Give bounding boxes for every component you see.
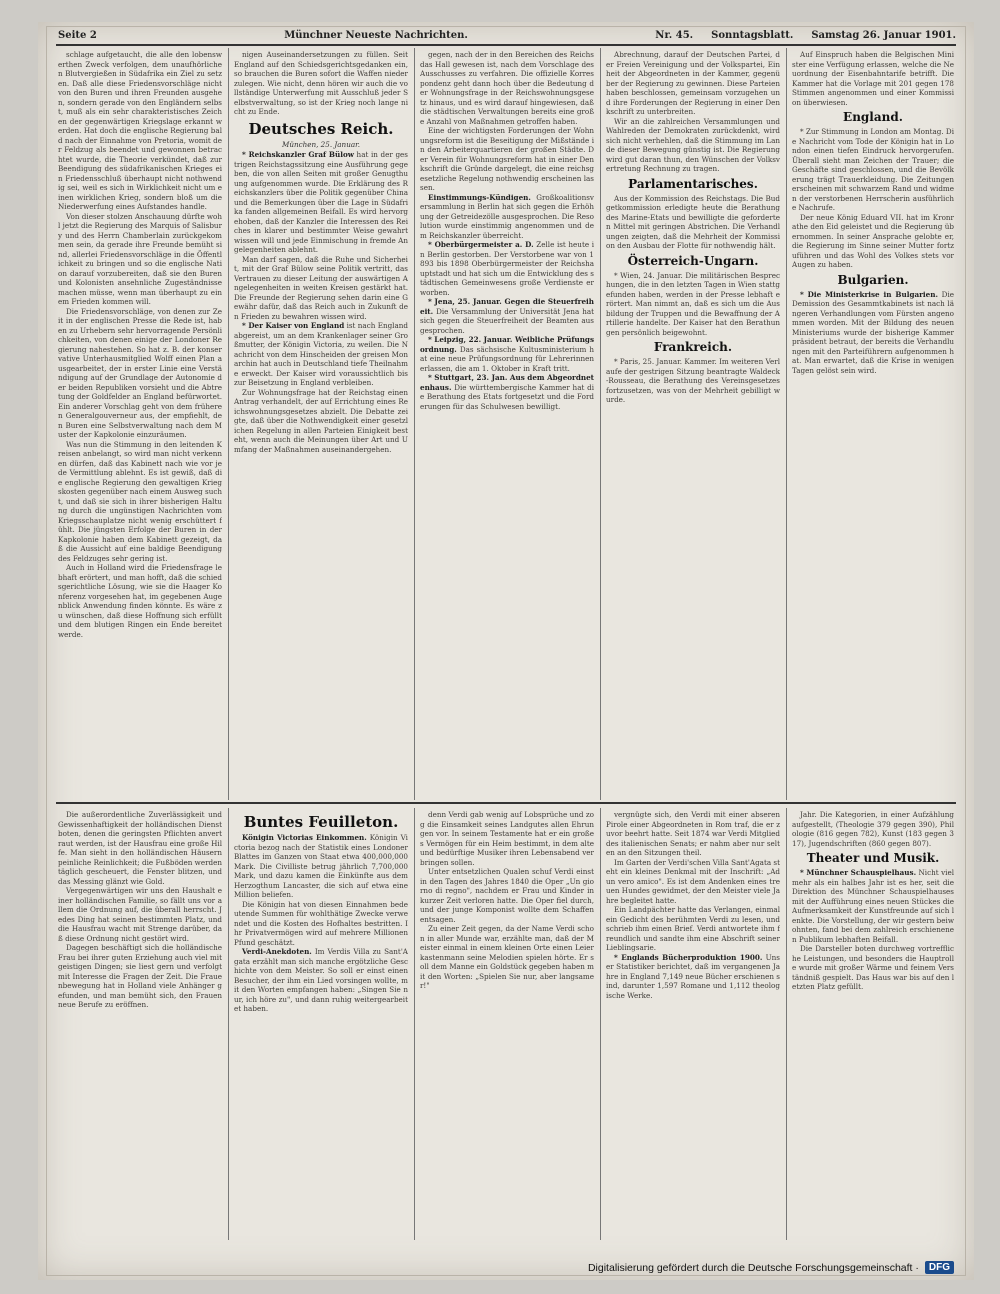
body-text: Im Garten der Verdi'schen Villa Sant'Agata steht ein kleines Denkmal mit der Inschrift: „Ad un vero amico". Es ist dem Andenken eines treuen Hundes gewidmet, der den Meister viele Jahre begleitet hatte. — [606, 857, 780, 905]
body-text: Von dieser stolzen Anschauung dürfte wohl jetzt die Regierung des Marquis of Salisbury und des Herrn Chamberlain zurückgekommen sein, da gerade ihre Freunde bemüht sind, allerlei Friedensvorschläge in die Öffentlichkeit zu bringen und so die englische Nation darauf vorzubereiten, daß sie den Buren und Kolonisten ansehnliche Zugeständnisse machen müsse, wenn man überhaupt zu einem Frieden kommen will. — [58, 211, 222, 306]
body-text: Abrechnung, darauf der Deutschen Partei, der Freien Vereinigung und der Volkspartei, Einheit der Abgeordneten in der Kammer, gegenüber der Regierung zu gewinnen. Diese Parteien haben beschlossen, gemeinsam vorzugehen und ihre Forderungen der Regierung in einer Denkschrift zu unterbreiten. — [606, 50, 780, 116]
body-text: * Oberbürgermeister a. D. Zelle ist heute in Berlin gestorben. Der Verstorbene war von 1893 bis 1898 Oberbürgermeister der Reichshauptstadt und hat sich um die Entwicklung des städtischen Gemeinwesens große Verdienste erworben. — [420, 240, 594, 297]
body-text: * Münchner Schauspielhaus. Nicht viel mehr als ein halbes Jahr ist es her, seit die Direktion des Münchner Schauspielhauses mit der Aufführung eines neuen Stückes die Aufmerksamkeit der Kunstfreunde auf sich lenkte. Die Vorstellung, der wir gestern beiwohnten, fand bei dem zahlreich erschienenen Publikum lebhaften Beifall. — [792, 868, 954, 944]
body-text: Auf Einspruch haben die Belgischen Minister eine Verfügung erlassen, welche die Neuordnung der Eisenbahntarife betrifft. Die Kammer hat die Vorlage mit 201 gegen 178 Stimmen angenommen und einer Kommission überwiesen. — [792, 50, 954, 107]
body-text: * Leipzig, 22. Januar. Weibliche Prüfungsordnung. Das sächsische Kultusministerium hat eine neue Prüfungsordnung für Lehrerinnen erlassen, die am 1. Oktober in Kraft tritt. — [420, 335, 594, 373]
body-text: Die Darsteller boten durchweg vortreffliche Leistungen, und besonders die Hauptrolle wurde mit großer Wärme und feinem Verständniß gespielt. Das Haus war bis auf den letzten Platz gefüllt. — [792, 944, 954, 991]
article-lead: * Jena, 25. Januar. Gegen die Steuerfreiheit. — [420, 297, 594, 316]
column-rule — [600, 808, 601, 1240]
body-text: Königin Victorias Einkommen. Königin Victoria bezog nach der Statistik eines Londoner Blattes im Ganzen von Staat etwa 400,000,000 Mark. Die Civilliste betrug jährlich 7,700,000 Mark, und dazu kamen die Einkünfte aus dem Herzogthum Lancaster, die sich auf etwa eine Million beliefen. — [234, 833, 408, 899]
column-4-lower — [606, 810, 780, 1238]
body-text: Zu einer Zeit gegen, da der Name Verdi schon in aller Munde war, erzählte man, daß der Meister einmal in einem kleinen Orte einen Leierkastenmann seine Melodien spielen hörte. Er soll dem Manne ein Goldstück gegeben haben mit den Worten: „Spielen Sie nur, aber langsamer!" — [420, 924, 594, 990]
body-text: denn Verdi gab wenig auf Lobsprüche und zog die Einsamkeit seines Landgutes allen Ehrungen vor. In seinem Testamente hat er ein großes Vermögen für ein Heim bestimmt, in dem alte und bedürftige Musiker ihren Lebensabend verbringen sollen. — [420, 810, 594, 867]
article-lead: * Reichskanzler Graf Bülow — [242, 150, 354, 159]
issue-info — [655, 30, 956, 41]
article-lead: * Die Ministerkrise in Bulgarien. — [800, 289, 938, 299]
section-heading: Deutsches Reich. — [248, 119, 394, 138]
section-heading: Österreich-Ungarn. — [627, 253, 759, 268]
page-number: Seite 2 — [58, 29, 97, 41]
column-rule — [786, 808, 787, 1240]
column-1 — [58, 50, 222, 796]
body-text: Zur Wohnungsfrage hat der Reichstag einen Antrag verhandelt, der auf Errichtung eines Reichswohnungsgesetzes abzielt. Die Debatte zeigte, daß über die Nothwendigkeit einer gesetzlichen Regelung in allen Parteien Einigkeit besteht, wenn auch die Meinungen über Art und Umfang der Maßnahmen auseinandergehen. — [234, 387, 408, 454]
column-rule — [414, 48, 415, 800]
issue-edition: Sonntagsblatt. — [711, 29, 794, 41]
column-3-lower — [420, 810, 594, 1238]
issue-number: Nr. 45. — [655, 29, 694, 41]
article-lead: * Münchner Schauspielhaus. — [800, 868, 917, 877]
article-lead: * Oberbürgermeister a. D. — [428, 240, 534, 249]
column-rule — [414, 808, 415, 1240]
article-lead: * Der Kaiser von England — [242, 321, 345, 330]
page-header — [58, 28, 956, 42]
column-rule — [228, 48, 229, 800]
column-rule — [786, 48, 787, 800]
article-lead: * Stuttgart, 23. Jan. Aus dem Abgeordnetenhaus. — [420, 373, 594, 392]
dfg-logo: DFG — [925, 1261, 954, 1274]
body-text: Jahr. Die Kategorien, in einer Aufzählung aufgestellt, (Theologie 379 gegen 390), Philologie (816 gegen 782), Kunst (183 gegen 317), Jugendschriften (860 gegen 807). — [792, 810, 954, 848]
issue-date: Samstag 26. Januar 1901. — [811, 29, 956, 41]
section-heading: Theater und Musik. — [806, 851, 940, 865]
body-text: nigen Auseinandersetzungen zu füllen. Seit England auf den Schiedsgerichtsgedanken ein, so brauchen die Buren sofort die Waffen niederzulegen. Wie nicht, denn hören wir auch die vollständige Unterwerfung mit Ausschluß jeder Selbstverwaltung, so ist der Krieg noch lange nicht zu Ende. — [234, 50, 408, 116]
body-text: gegen, nach der in den Bereichen des Reichs das Hall gewesen ist, nach dem Vorschlage des Ausschusses zu verfahren. Die offizielle Korrespondenz geht dann hoch über die Bedeutung der Wohnungsfrage in der Reichswohnungsgesetz hinaus, und es wird darauf hingewiesen, daß die städtischen Verwaltungen bereits eine große Anzahl von Maßnahmen getroffen haben. — [420, 50, 594, 126]
column-rule — [600, 48, 601, 800]
body-text: Dagegen beschäftigt sich die holländische Frau bei ihrer guten Erziehung auch viel mit geistigen Dingen; sie liest gern und verfolgt mit Interesse die Fragen der Zeit. Die Frauenbewegung hat in Holland viele Anhänger gefunden, und man bemüht sich, den Frauen neue Berufe zu eröffnen. — [58, 943, 222, 1009]
digitization-credit — [588, 1261, 954, 1274]
column-4 — [606, 50, 780, 796]
body-text: Aus der Kommission des Reichstags. Die Budgetkommission erledigte heute die Berathung des Marine-Etats und bewilligte die geforderten Mittel mit geringen Abstrichen. Die Verhandlungen zeigten, daß die Mehrheit der Kommission den Ausbau der Flotte für nothwendig hält. — [606, 193, 780, 250]
body-text: Einstimmungs-Kündigen. Großkoalitionsversammlung in Berlin hat sich gegen die Erhöhung der Getreidezölle ausgesprochen. Die Resolution wurde einstimmig angenommen und dem Reichskanzler überreicht. — [420, 192, 594, 240]
body-text: Ein Landpächter hatte das Verlangen, einmal ein Gedicht des berühmten Verdi zu lesen, und schrieb ihm einen Brief. Verdi antwortete ihm freundlich und sandte ihm eine Abschrift seiner Lieblingsarie. — [606, 905, 780, 952]
body-text: * Die Ministerkrise in Bulgarien. Die Demission des Gesammtkabinets ist nach längeren Verhandlungen vom Fürsten angenommen worden. Mit der Bildung des neuen Ministeriums wurde der bisherige Kammerpräsident betraut, der bereits die Verhandlungen mit den Parteiführern aufgenommen hat. Man erwartet, daß die Krise in wenigen Tagen gelöst sein wird. — [792, 289, 954, 375]
body-text: * Wien, 24. Januar. Die militärischen Besprechungen, die in den letzten Tagen in Wien stattgefunden haben, werden in der Presse lebhaft erörtert. Man nimmt an, daß es sich um die Ausbildung der Truppen und die Bewaffnung der Artillerie handelte. Der Kaiser hat den Berathungen persönlich beigewohnt. — [606, 270, 780, 337]
body-text: Man darf sagen, daß die Ruhe und Sicherheit, mit der Graf Bülow seine Politik vertritt, das Vertrauen zu dieser Leitung der auswärtigen Angelegenheiten in weiten Kreisen gestärkt hat. Die Freunde der Regierung sehen darin eine Gewähr dafür, daß das Reich auch in Zukunft den Frieden zu bewahren wissen wird. — [234, 254, 408, 321]
body-text: * Reichskanzler Graf Bülow hat in der gestrigen Reichstagssitzung eine Ausführung gegeben, die von allen Seiten mit großer Genugthuung aufgenommen wurde. Die Erklärung des Reichskanzlers über die Politik gegenüber China und die Bemerkungen über die Lage in Südafrika fanden allgemeinen Beifall. Es wird hervorgehoben, daß der Kanzler die Interessen des Reiches in klarer und bestimmter Weise gewahrt wissen will und jede Einmischung in fremde Angelegenheiten ablehnt. — [234, 150, 408, 254]
body-text: Eine der wichtigsten Forderungen der Wohnungsreform ist die Beseitigung der Mißstände in den Arbeiterquartieren der großen Städte. Der Verein für Wohnungsreform hat in einer Denkschrift die Gründe dargelegt, die eine reichsgesetzliche Regelung nothwendig erscheinen lassen. — [420, 126, 594, 192]
header-rule — [56, 44, 956, 46]
body-text: Der neue König Eduard VII. hat im Kronrathe den Eid geleistet und die Regierung übernommen. In seiner Ansprache gelobte er, die Regierung im Sinne seiner Mutter fortzuführen und das Wohl des Volkes stets vor Augen zu haben. — [792, 212, 954, 269]
article-lead: * Leipzig, 22. Januar. Weibliche Prüfungsordnung. — [420, 335, 594, 354]
article-lead: Verdi-Anekdoten. — [242, 947, 312, 956]
section-heading: England. — [843, 110, 903, 124]
body-text: Die Königin hat von diesen Einnahmen bedeutende Summen für wohlthätige Zwecke verwendet und die Kosten des Hofhaltes bestritten. Ihr Privatvermögen wird auf mehrere Millionen Pfund geschätzt. — [234, 899, 408, 947]
section-heading: Buntes Feuilleton. — [243, 813, 399, 831]
masthead-title: Münchner Neueste Nachrichten. — [284, 29, 468, 41]
body-text: * Zur Stimmung in London am Montag. Die Nachricht vom Tode der Königin hat in London einen tiefen Eindruck hervorgerufen. Überall sieht man Zeichen der Trauer; die Geschäfte sind geschlossen, und die Bevölkerung trägt Trauerkleidung. Die Zeitungen erscheinen mit schwarzem Rand und widmen der verstorbenen Herrscherin ausführliche Nachrufe. — [792, 127, 954, 212]
body-text: Vergegenwärtigen wir uns den Haushalt einer holländischen Familie, so fällt uns vor allem die Ordnung auf, die überall herrscht. Jedes Ding hat seinen bestimmten Platz, und die Hausfrau wacht mit Strenge darüber, daß diese Ordnung nicht gestört wird. — [58, 886, 222, 943]
body-text: Die Friedensvorschläge, von denen zur Zeit in der englischen Presse die Rede ist, haben zu Urhebern sehr hervorragende Persönlichkeiten, von denen einige der Londoner Regierung nahestehen. So hat z. B. der konservative Unterhausmitglied Wolff einen Plan ausgearbeitet, der in erster Linie eine Verständigung auf der Grundlage der Autonomie der beiden Republiken vorsieht und die Abtretung der Goldfelder an England befürwortet. Ein anderer Vorschlag geht von dem früheren Generalgouverneur aus, der empfiehlt, den Buren eine Selbstverwaltung nach dem Muster der Kapkolonie einzuräumen. — [58, 306, 222, 439]
body-text: Wir an die zahlreichen Versammlungen und Wahlreden der Demokraten zurückdenkt, wird sich nicht verhehlen, daß die Stimmung im Lande dieser Bewegung günstig ist. Die Regierung wird gut daran thun, den Wünschen der Volksvertretung Rechnung zu tragen. — [606, 116, 780, 173]
body-text: * Stuttgart, 23. Jan. Aus dem Abgeordnetenhaus. Die württembergische Kammer hat die Berathung des Etats fortgesetzt und die Forderungen für das Schulwesen bewilligt. — [420, 373, 594, 411]
newspaper-page — [38, 22, 974, 1280]
body-text: schlage aufgetaucht, die alle den lobenswerthen Zweck verfolgen, dem unaufhörlichen Blutvergießen in Südafrika ein Ziel zu setzen. Daß alle diese Friedensvorschläge nicht von den Buren und ihren Freunden ausgehen, sondern gerade von den Engländern selbst, muß als ein sehr charakteristisches Zeichen der gegenwärtigen Kriegslage erkannt werden. Hat doch die englische Regierung bald nach der Einnahme von Pretoria, womit der Feldzug als beendet und gewonnen betrachtet wurde, die Theorie verkündet, daß zur Beendigung des südafrikanischen Krieges ein Friedensschluß überhaupt nicht nothwendig sei, weil es sich in Wirklichkeit nicht um einen wirklichen Krieg, sondern bloß um die Niederwerfung eines Aufstandes handle. — [58, 50, 222, 211]
body-text: Was nun die Stimmung in den leitenden Kreisen anbelangt, so wird man nicht verkennen dürfen, daß das Kabinett nach wie vor jede Vermittlung ablehnt. Es ist gewiß, daß die englische Regierung den gewaltigen Kriegskosten gegenüber nach einem Ausweg sucht, und daß sie sich in ihrer bisherigen Haltung durch die ungünstigen Nachrichten vom Kriegsschauplatze nicht wenig erschüttert fühlt. Die jüngsten Erfolge der Buren in der Kapkolonie haben dem Kabinett gezeigt, daß die Aussicht auf eine baldige Beendigung des Feldzuges sehr gering ist. — [58, 439, 222, 563]
section-heading: Parlamentarisches. — [628, 176, 758, 191]
body-text: * Der Kaiser von England ist nach England abgereist, um an dem Krankenlager seiner Großmutter, der Königin Victoria, zu weilen. Die Nachricht von dem Hinscheiden der greisen Monarchin hat auch in Deutschland tiefe Theilnahme erweckt. Der Kaiser wird voraussichtlich bis zur Beisetzung in England verbleiben. — [234, 321, 408, 387]
column-3 — [420, 50, 594, 796]
column-5 — [792, 50, 954, 796]
column-rule — [228, 808, 229, 1240]
section-divider — [56, 802, 956, 804]
column-2 — [234, 50, 408, 796]
section-heading: Frankreich. — [653, 340, 733, 354]
article-lead: Einstimmungs-Kündigen. — [428, 192, 531, 202]
column-5-lower — [792, 810, 954, 1238]
body-text: Unter entsetzlichen Qualen schuf Verdi einst in den Tagen des Jahres 1840 die Oper „Un giorno di regno", nachdem er Frau und Kinder in kurzer Zeit verloren hatte. Die Oper fiel durch, und der junge Komponist wollte dem Schaffen entsagen. — [420, 867, 594, 924]
body-text: Auch in Holland wird die Friedensfrage lebhaft erörtert, und man hofft, daß die schiedsgerichtliche Lösung, wie sie die Haager Konferenz vorgesehen hat, im gegebenen Augenblick Anwendung finden könnte. Es wäre zu wünschen, daß diese Hoffnung sich erfüllt und dem blutigen Ringen ein Ende bereitet werde. — [58, 563, 222, 639]
body-text: Die außerordentliche Zuverlässigkeit und Gewissenhaftigkeit der holländischen Dienstboten, denen die geringsten Pflichten anvertraut werden, ist der Hausfrau eine große Hilfe. Man sieht in den holländischen Häusern peinliche Reinlichkeit; die Fußböden werden täglich gescheuert, die Fenster blitzen, und das Messing glänzt wie Gold. — [58, 810, 222, 886]
credit-text: Digitalisierung gefördert durch die Deutsche Forschungsgemeinschaft · — [587, 1261, 919, 1274]
body-text: * Englands Bücherproduktion 1900. Unser Statistiker berichtet, daß im vergangenen Jahre in England 7,149 neue Bücher erschienen sind, darunter 1,597 Romane und 1,112 theologische Werke. — [606, 952, 780, 1000]
column-1-lower — [58, 810, 222, 1238]
article-lead: Königin Victorias Einkommen. — [242, 833, 367, 842]
body-text: * Paris, 25. Januar. Kammer. Im weiteren Verlaufe der gestrigen Sitzung beantragte Waldeck-Rousseau, die Berathung des Vereinsgesetzes fortzusetzen, was von der Mehrheit gebilligt wurde. — [606, 357, 780, 404]
column-2-lower — [234, 810, 408, 1238]
article-lead: * Englands Bücherproduktion 1900. — [614, 952, 763, 962]
body-text: * Jena, 25. Januar. Gegen die Steuerfreiheit. Die Versammlung der Universität Jena hat sich gegen die Steuerfreiheit der Beamten ausgesprochen. — [420, 297, 594, 335]
dateline: München, 25. Januar. — [281, 139, 361, 149]
body-text: Verdi-Anekdoten. Im Verdis Villa zu Sant'Agata erzählt man sich manche ergötzliche Geschichte von dem Meister. So soll er einst einen Besucher, der ihm ein Lied vorsingen wollte, mit den Worten empfangen haben: „Singen Sie nur, ich höre zu", und dann ruhig weitergearbeitet haben. — [234, 947, 408, 1013]
body-text: vergnügte sich, den Verdi mit einer abseren Pirole einer Abgeordneten in Rom traf, die er zuvor beehrt hatte. Seit 1874 war Verdi Mitglied des italienischen Senats; er nahm aber nur selten an den Sitzungen theil. — [606, 810, 780, 857]
section-heading: Bulgarien. — [837, 272, 909, 287]
